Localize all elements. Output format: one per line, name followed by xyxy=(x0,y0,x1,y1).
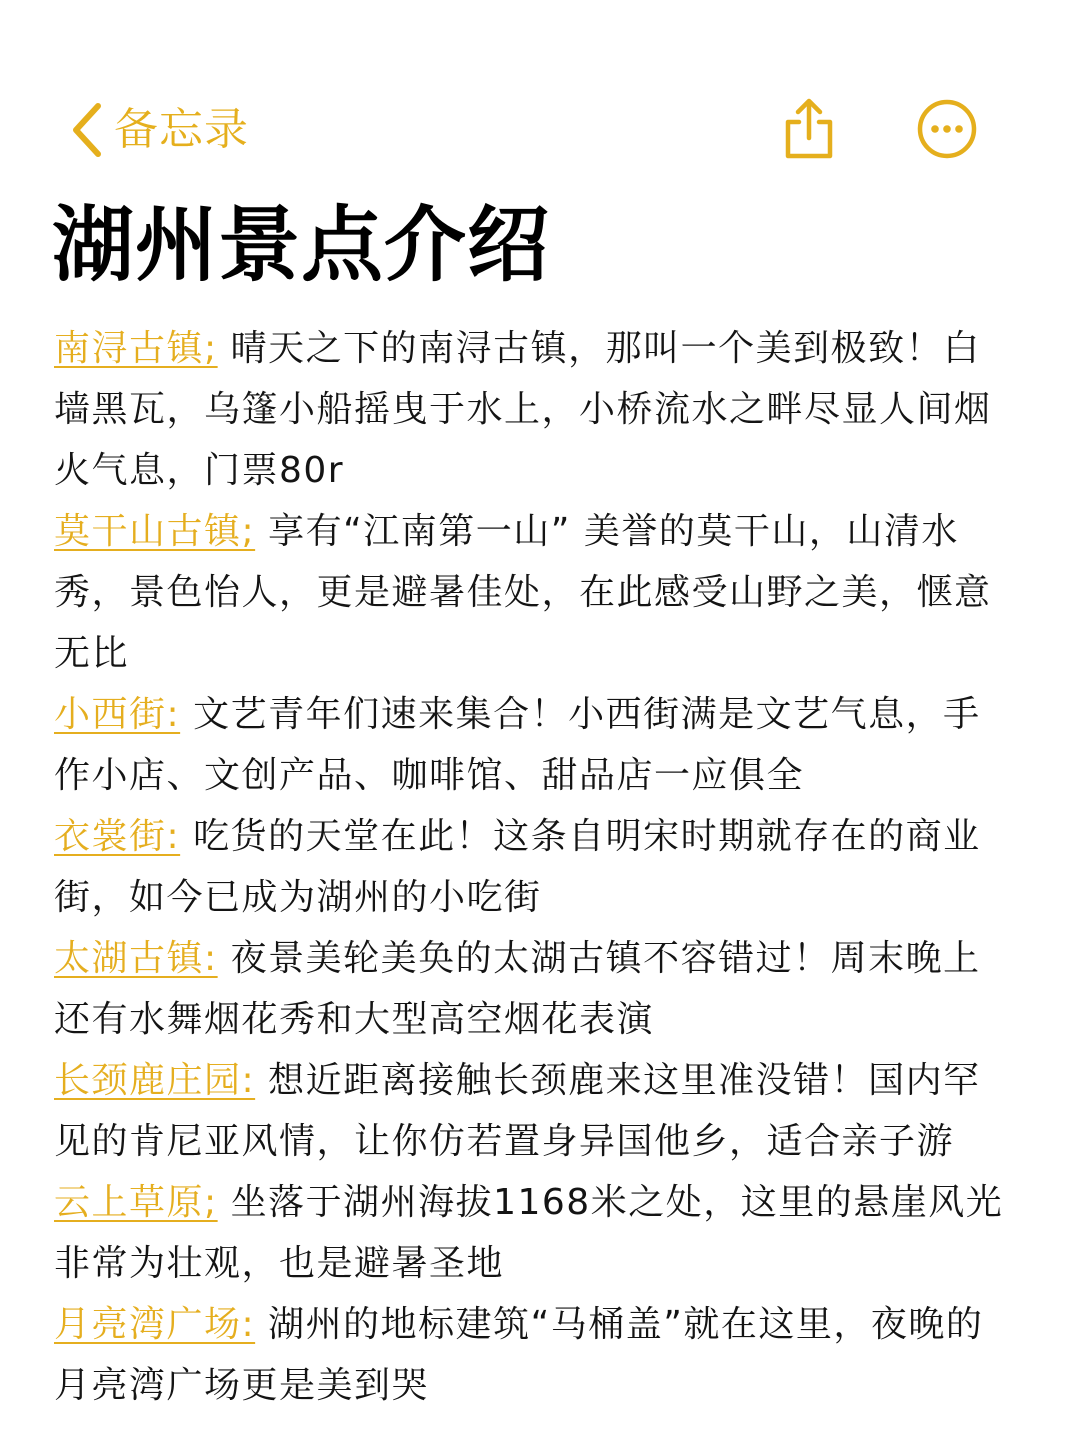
attraction-description: 晴天之下的南浔古镇，那叫一个美到极致！白墙黑瓦，乌篷小船摇曳于水上，小桥流水之畔尽显人间烟火气息，门票80r xyxy=(54,328,992,491)
attraction-link[interactable]: 月亮湾广场: xyxy=(54,1304,256,1345)
attraction-entry-nanxun xyxy=(54,318,1014,501)
navigation-bar xyxy=(0,0,1080,180)
note-body[interactable] xyxy=(54,318,1014,1416)
back-label: 备忘录 xyxy=(114,104,249,155)
more-icon xyxy=(916,98,978,160)
attraction-entry-xiaoxijie xyxy=(54,684,1014,806)
attraction-description: 坐落于湖州海拔1168米之处，这里的悬崖风光非常为壮观，也是避暑圣地 xyxy=(54,1182,1004,1284)
attraction-entry-yishangjie xyxy=(54,806,1014,928)
attraction-description: 夜景美轮美奂的太湖古镇不容错过！周末晚上还有水舞烟花秀和大型高空烟花表演 xyxy=(54,938,981,1040)
attraction-description: 湖州的地标建筑“马桶盖”就在这里，夜晚的月亮湾广场更是美到哭 xyxy=(54,1304,984,1406)
attraction-link[interactable]: 太湖古镇: xyxy=(54,938,218,979)
attraction-link[interactable]: 云上草原; xyxy=(54,1182,218,1223)
attraction-description: 吃货的天堂在此！这条自明宋时期就存在的商业街，如今已成为湖州的小吃街 xyxy=(54,816,981,918)
attraction-entry-giraffe-manor xyxy=(54,1050,1014,1172)
note-title: 湖州景点介绍 xyxy=(52,198,551,293)
more-button[interactable] xyxy=(916,98,978,160)
attraction-link[interactable]: 衣裳街: xyxy=(54,816,181,857)
attraction-description: 享有“江南第一山” 美誉的莫干山，山清水秀，景色怡人，更是避暑佳处，在此感受山野之美，惬意无比 xyxy=(54,511,992,674)
attraction-entry-yunshang xyxy=(54,1172,1014,1294)
attraction-description: 想近距离接触长颈鹿来这里准没错！国内罕见的肯尼亚风情，让你仿若置身异国他乡，适合亲子游 xyxy=(54,1060,981,1162)
attraction-entry-moganshan xyxy=(54,501,1014,684)
attraction-link[interactable]: 莫干山古镇; xyxy=(54,511,256,552)
attraction-description: 文艺青年们速来集合！小西街满是文艺气息，手作小店、文创产品、咖啡馆、甜品店一应俱全 xyxy=(54,694,981,796)
share-button[interactable] xyxy=(778,96,840,162)
attraction-link[interactable]: 小西街: xyxy=(54,694,181,735)
attraction-entry-moon-bay xyxy=(54,1294,1014,1416)
chevron-left-icon xyxy=(70,102,104,158)
attraction-link[interactable]: 南浔古镇; xyxy=(54,328,218,369)
attraction-link[interactable]: 长颈鹿庄园: xyxy=(54,1060,256,1101)
back-button[interactable] xyxy=(70,98,249,162)
attraction-entry-taihu xyxy=(54,928,1014,1050)
share-icon xyxy=(778,96,840,162)
